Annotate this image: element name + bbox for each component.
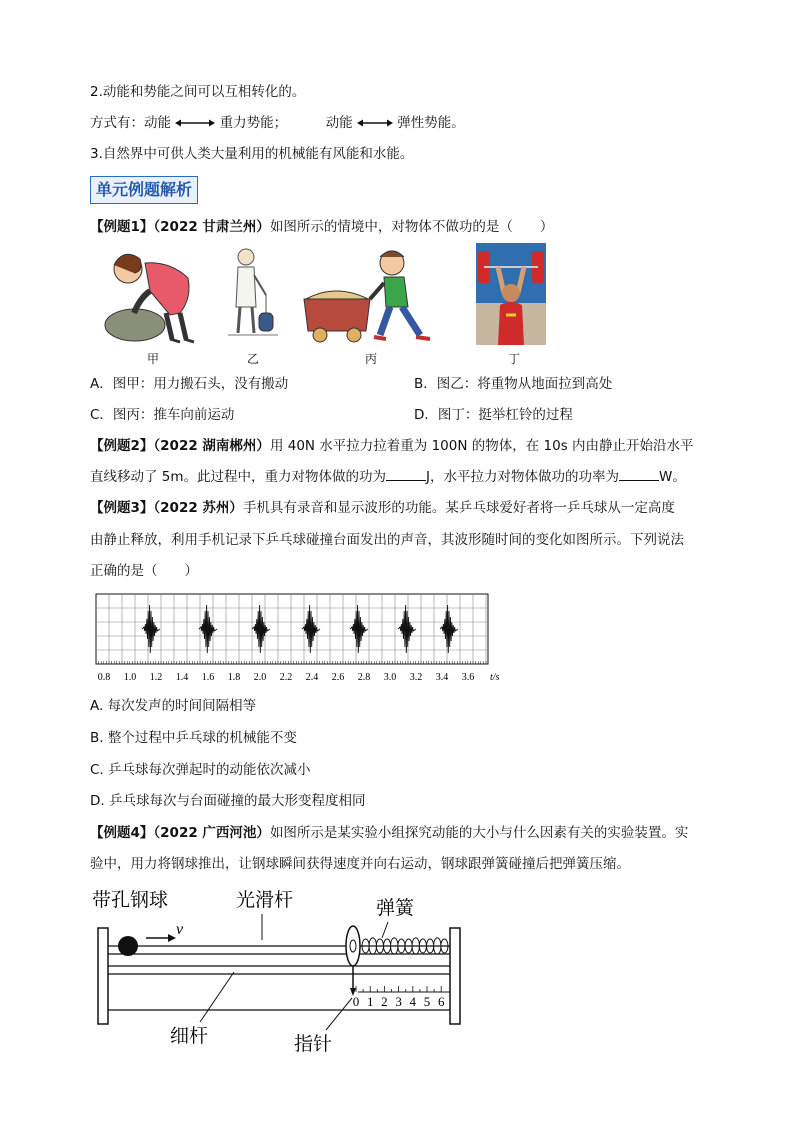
intro-gravity-pe: 重力势能； bbox=[219, 115, 288, 131]
ex3-tag: 【例题3】 bbox=[90, 500, 154, 516]
ex2-source: （2022 湖南郴州） bbox=[153, 438, 270, 454]
label-pointer: 指针 bbox=[294, 1034, 333, 1055]
ex3-option-c[interactable]: C. 乒乓球每次弹起时的动能依次减小 bbox=[90, 762, 311, 778]
ex1-question: 如图所示的情境中，对物体不做功的是（ ） bbox=[269, 219, 554, 235]
scale-number: 3 bbox=[395, 994, 402, 1009]
ex2-text-1: 用 40N 水平拉力拉着重为 100N 的物体，在 10s 内由静止开始沿水平 bbox=[269, 438, 694, 454]
scale-number: 5 bbox=[423, 994, 431, 1009]
figure-ding-photo bbox=[476, 243, 546, 345]
leader-thin-rod bbox=[200, 972, 234, 1022]
scale-number: 1 bbox=[366, 994, 374, 1009]
axis-tick-label: 3.2 bbox=[409, 672, 423, 683]
axis-tick-label: 3.0 bbox=[383, 672, 397, 683]
scale-number: 0 bbox=[352, 994, 360, 1009]
scale-ticks bbox=[353, 986, 445, 1009]
ex2-text-2a: 直线移动了 5m。此过程中，重力对物体做的功为 bbox=[90, 469, 387, 485]
apparatus-diagram bbox=[90, 882, 470, 1060]
caption-yi: 乙 bbox=[247, 352, 260, 366]
left-post bbox=[98, 928, 108, 1024]
ex4-line-1 bbox=[90, 823, 688, 843]
ex2-text-2b: J，水平拉力对物体做功的功率为 bbox=[426, 469, 620, 485]
axis-tick-label: 1.2 bbox=[149, 672, 163, 683]
ex1-option-c[interactable]: C．图丙：推车向前运动 bbox=[90, 407, 235, 423]
caption-ding: 丁 bbox=[508, 352, 521, 366]
axis-tick-label: 1.0 bbox=[123, 672, 137, 683]
axis-tick-label: 1.6 bbox=[201, 672, 215, 683]
ex3-line-2: 由静止释放，利用手机记录下乒乓球碰撞台面发出的声音，其波形随时间的变化如图所示。下列说法 bbox=[90, 532, 684, 548]
axis-tick-label: 2.2 bbox=[279, 672, 293, 683]
ex3-option-b[interactable]: B. 整个过程中乒乓球的机械能不变 bbox=[90, 730, 297, 746]
ex2-tag: 【例题2】 bbox=[90, 438, 154, 454]
ex1-option-a[interactable]: A．图甲：用力搬石头，没有搬动 bbox=[90, 376, 289, 392]
scale-number: 4 bbox=[409, 994, 417, 1009]
leader-spring bbox=[382, 922, 388, 938]
double-arrow-icon bbox=[357, 118, 393, 128]
intro-line-2 bbox=[90, 113, 465, 133]
waveform-figure bbox=[92, 592, 500, 684]
axis-tick-label: 2.0 bbox=[253, 672, 267, 683]
pointer-hole bbox=[350, 940, 356, 952]
axis-tick-label: 1.8 bbox=[227, 672, 241, 683]
ex3-option-a[interactable]: A. 每次发声的时间间隔相等 bbox=[90, 698, 257, 714]
ex2-line-2 bbox=[90, 466, 686, 487]
ex2-line-1 bbox=[90, 436, 694, 456]
axis-tick-label: 3.4 bbox=[435, 672, 449, 683]
ex1-option-b[interactable]: B．图乙：将重物从地面拉到高处 bbox=[414, 376, 613, 392]
ex3-line-1 bbox=[90, 498, 675, 518]
ex4-text-1: 如图所示是某实验小组探究动能的大小与什么因素有关的实验装置。实 bbox=[269, 825, 689, 841]
axis-tick-label: 2.6 bbox=[331, 672, 345, 683]
right-post bbox=[450, 928, 460, 1024]
velocity-arrowhead bbox=[168, 934, 176, 942]
ex2-text-2c: W。 bbox=[659, 469, 686, 485]
figure-yi-illustration bbox=[222, 243, 282, 345]
axis-tick-label: 1.4 bbox=[175, 672, 189, 683]
ex1-tag: 【例题1】 bbox=[90, 219, 154, 235]
section-title: 单元例题解析 bbox=[90, 176, 198, 204]
ex3-text-1: 手机具有录音和显示波形的功能。某乒乓球爱好者将一乒乓球从一定高度 bbox=[242, 500, 675, 516]
axis-tick-label: 2.4 bbox=[305, 672, 319, 683]
velocity-label: v bbox=[176, 921, 184, 938]
intro-elastic-pe: 弹性势能。 bbox=[397, 115, 465, 131]
scale-number: 6 bbox=[437, 994, 445, 1009]
axis-tick-label: 3.6 bbox=[461, 672, 475, 683]
ex1-option-d[interactable]: D．图丁：挺举杠铃的过程 bbox=[414, 407, 573, 423]
intro-line-3: 3.自然界中可供人类大量利用的机械能有风能和水能。 bbox=[90, 146, 414, 162]
intro-kinetic-1: 方式有：动能 bbox=[90, 115, 171, 131]
scale-number: 2 bbox=[381, 994, 388, 1009]
intro-kinetic-2: 动能 bbox=[325, 115, 353, 131]
axis-tick-label: 0.8 bbox=[97, 672, 111, 683]
intro-line-1: 2.动能和势能之间可以互相转化的。 bbox=[90, 84, 306, 100]
double-arrow-icon bbox=[175, 118, 215, 128]
label-ball: 带孔钢球 bbox=[92, 890, 169, 911]
caption-bing: 丙 bbox=[365, 352, 378, 366]
ex3-source: （2022 苏州） bbox=[153, 500, 243, 516]
figure-bing-illustration bbox=[300, 243, 440, 345]
ex4-line-2: 验中，用力将钢球推出，让钢球瞬间获得速度并向右运动，钢球跟弹簧碰撞后把弹簧压缩。 bbox=[90, 856, 630, 872]
ex2-blank-2[interactable] bbox=[619, 466, 659, 481]
figure-jia-illustration bbox=[100, 243, 200, 345]
steel-ball bbox=[118, 936, 138, 956]
leader-pointer bbox=[326, 998, 352, 1030]
ex2-blank-1[interactable] bbox=[386, 466, 426, 481]
ex3-option-d[interactable]: D. 乒乓球每次与台面碰撞的最大形变程度相同 bbox=[90, 793, 366, 809]
waveform-axis-ticks bbox=[98, 672, 500, 683]
caption-jia: 甲 bbox=[147, 352, 160, 366]
axis-unit-label: t/s bbox=[490, 672, 500, 683]
ex4-source: （2022 广西河池） bbox=[153, 825, 270, 841]
label-spring: 弹簧 bbox=[376, 898, 415, 919]
ex4-tag: 【例题4】 bbox=[90, 825, 154, 841]
ex1-source: （2022 甘肃兰州） bbox=[153, 219, 270, 235]
label-thin-rod: 细杆 bbox=[170, 1026, 209, 1047]
label-smooth-rod: 光滑杆 bbox=[236, 890, 294, 911]
ex3-line-3: 正确的是（ ） bbox=[90, 563, 198, 579]
axis-tick-label: 2.8 bbox=[357, 672, 371, 683]
ex1-stem bbox=[90, 217, 553, 237]
